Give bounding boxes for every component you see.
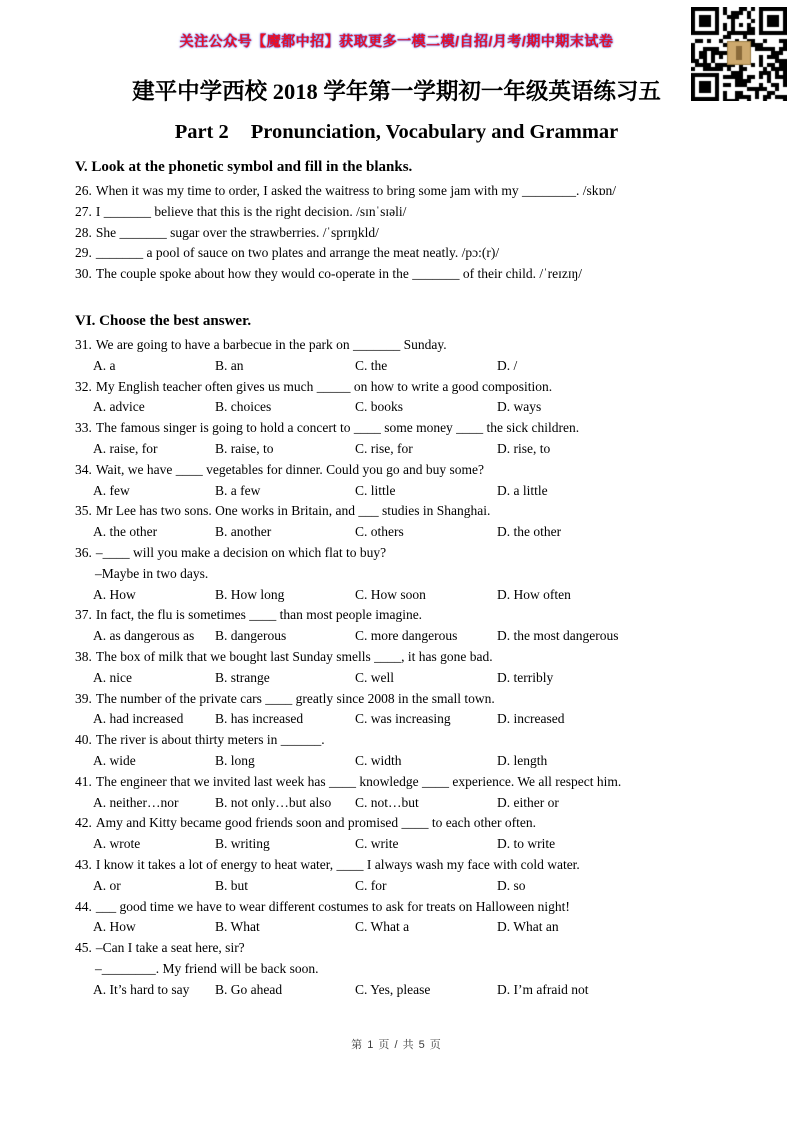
question-text: She _______ sugar over the strawberries. /ˈsprɪŋkld/ bbox=[95, 224, 379, 240]
question-text: _______ a pool of sauce on two plates and arrange the meat neatly. /pɔ:(r)/ bbox=[95, 245, 500, 261]
question-43 bbox=[75, 855, 737, 897]
question-number: 36. bbox=[75, 544, 92, 560]
option-d: D. a little bbox=[497, 482, 548, 498]
question-number: 35. bbox=[75, 503, 92, 519]
options-row bbox=[75, 793, 737, 814]
option-d: D. the other bbox=[497, 524, 562, 540]
question-text: ___ good time we have to wear different costumes to ask for treats on Halloween night! bbox=[95, 898, 570, 914]
question-number: 42. bbox=[75, 815, 92, 831]
question-text: The famous singer is going to hold a concert to ____ some money ____ the sick children. bbox=[95, 420, 580, 436]
option-a: A. How bbox=[93, 919, 136, 935]
question-text: The number of the private cars ____ greatly since 2008 in the small town. bbox=[95, 690, 495, 706]
question-number: 33. bbox=[75, 420, 92, 436]
option-a: A. raise, for bbox=[93, 440, 158, 456]
question-text-line2: –Maybe in two days. bbox=[95, 565, 209, 581]
option-b: B. choices bbox=[215, 399, 272, 415]
option-d: D. to write bbox=[497, 836, 556, 852]
option-a: A. the other bbox=[93, 524, 158, 540]
option-a: A. wide bbox=[93, 752, 136, 768]
option-a: A. neither…nor bbox=[93, 794, 179, 810]
question-text: Wait, we have ____ vegetables for dinner. Could you go and buy some? bbox=[95, 461, 484, 477]
option-b: B. not only…but also bbox=[215, 794, 332, 810]
option-a: A. advice bbox=[93, 399, 145, 415]
question-44 bbox=[75, 897, 737, 939]
question-27 bbox=[75, 202, 737, 223]
part-heading bbox=[0, 121, 793, 144]
option-b: B. dangerous bbox=[215, 628, 287, 644]
options-row bbox=[75, 709, 737, 730]
question-number: 29. bbox=[75, 245, 92, 261]
watermark-banner: 关注公众号【魔都中招】获取更多一模二模/自招/月考/期中期末试卷 bbox=[179, 33, 614, 49]
option-d: D. either or bbox=[497, 794, 559, 810]
question-text: The river is about thirty meters in ______. bbox=[95, 732, 325, 748]
option-b: B. Go ahead bbox=[215, 981, 283, 997]
question-37 bbox=[75, 605, 737, 647]
question-29 bbox=[75, 243, 737, 264]
question-number: 34. bbox=[75, 461, 92, 477]
question-30 bbox=[75, 264, 737, 285]
option-c: C. more dangerous bbox=[355, 628, 458, 644]
question-number: 28. bbox=[75, 224, 92, 240]
question-text: We are going to have a barbecue in the park on _______ Sunday. bbox=[95, 336, 447, 352]
options-row bbox=[75, 397, 737, 418]
option-b: B. How long bbox=[215, 586, 285, 602]
question-number: 45. bbox=[75, 940, 92, 956]
question-45 bbox=[75, 938, 737, 1000]
option-d: D. length bbox=[497, 752, 548, 768]
option-b: B. has increased bbox=[215, 711, 304, 727]
options-row bbox=[75, 980, 737, 1001]
option-a: A. had increased bbox=[93, 711, 184, 727]
option-d: D. / bbox=[497, 357, 518, 373]
part-name: Pronunciation, Vocabulary and Grammar bbox=[250, 121, 619, 143]
question-number: 41. bbox=[75, 773, 92, 789]
options-row bbox=[75, 356, 737, 377]
option-d: D. the most dangerous bbox=[497, 628, 619, 644]
section-vi-heading: VI. Choose the best answer. bbox=[75, 312, 252, 329]
option-c: C. write bbox=[355, 836, 399, 852]
part-label: Part 2 bbox=[174, 121, 229, 143]
option-c: C. What a bbox=[355, 919, 410, 935]
options-row bbox=[75, 522, 737, 543]
option-c: C. for bbox=[355, 877, 387, 893]
option-b: B. long bbox=[215, 752, 255, 768]
page-number: 第 1 页 / 共 5 页 bbox=[351, 1039, 442, 1051]
option-a: A. wrote bbox=[93, 836, 141, 852]
options-row bbox=[75, 439, 737, 460]
question-number: 30. bbox=[75, 266, 92, 282]
option-a: A. How bbox=[93, 586, 136, 602]
question-33 bbox=[75, 418, 737, 460]
option-c: C. not…but bbox=[355, 794, 419, 810]
option-d: D. How often bbox=[497, 586, 571, 602]
question-text: –Can I take a seat here, sir? bbox=[95, 940, 245, 956]
question-35 bbox=[75, 501, 737, 543]
option-c: C. rise, for bbox=[355, 440, 413, 456]
option-d: D. I’m afraid not bbox=[497, 981, 589, 997]
question-text: The engineer that we invited last week has ____ knowledge ____ experience. We all respect him. bbox=[95, 773, 622, 789]
page-title: 建平中学西校 2018 学年第一学期初一年级英语练习五 bbox=[132, 79, 661, 104]
question-number: 26. bbox=[75, 183, 92, 198]
question-text: When it was my time to order, I asked the waitress to bring some jam with my ________. /skɒn/ bbox=[95, 183, 617, 198]
question-number: 27. bbox=[75, 203, 92, 219]
option-d: D. ways bbox=[497, 399, 542, 415]
options-row bbox=[75, 626, 737, 647]
option-d: D. What an bbox=[497, 919, 559, 935]
options-row bbox=[75, 751, 737, 772]
question-32 bbox=[75, 377, 737, 419]
question-text: In fact, the flu is sometimes ____ than most people imagine. bbox=[95, 607, 423, 623]
option-b: B. a few bbox=[215, 482, 261, 498]
option-c: C. the bbox=[355, 357, 388, 373]
option-c: C. well bbox=[355, 669, 394, 685]
question-number: 32. bbox=[75, 378, 92, 394]
option-b: B. writing bbox=[215, 836, 270, 852]
options-row bbox=[75, 668, 737, 689]
question-text: I _______ believe that this is the right decision. /sɪnˈsɪəli/ bbox=[95, 203, 407, 219]
question-34 bbox=[75, 460, 737, 502]
question-26 bbox=[75, 181, 737, 202]
question-40 bbox=[75, 730, 737, 772]
option-c: C. others bbox=[355, 524, 404, 540]
question-text: Mr Lee has two sons. One works in Britain, and ___ studies in Shanghai. bbox=[95, 503, 491, 519]
option-d: D. rise, to bbox=[497, 440, 551, 456]
option-b: B. an bbox=[215, 357, 244, 373]
option-c: C. How soon bbox=[355, 586, 426, 602]
question-number: 39. bbox=[75, 690, 92, 706]
option-b: B. What bbox=[215, 919, 260, 935]
question-28 bbox=[75, 223, 737, 244]
question-38 bbox=[75, 647, 737, 689]
option-c: C. books bbox=[355, 399, 404, 415]
option-a: A. nice bbox=[93, 669, 132, 685]
question-31 bbox=[75, 335, 737, 377]
option-b: B. but bbox=[215, 877, 249, 893]
options-row bbox=[75, 917, 737, 938]
option-a: A. It’s hard to say bbox=[93, 981, 190, 997]
question-number: 40. bbox=[75, 732, 92, 748]
question-text: –____ will you make a decision on which flat to buy? bbox=[95, 544, 387, 560]
question-number: 44. bbox=[75, 898, 92, 914]
question-text: The box of milk that we bought last Sunday smells ____, it has gone bad. bbox=[95, 648, 493, 664]
option-a: A. few bbox=[93, 482, 130, 498]
option-d: D. increased bbox=[497, 711, 565, 727]
question-text: My English teacher often gives us much _____ on how to write a good composition. bbox=[95, 378, 553, 394]
option-c: C. Yes, please bbox=[355, 981, 431, 997]
question-41 bbox=[75, 772, 737, 814]
question-42 bbox=[75, 813, 737, 855]
question-number: 31. bbox=[75, 336, 92, 352]
option-c: C. little bbox=[355, 482, 396, 498]
options-row bbox=[75, 481, 737, 502]
question-text: The couple spoke about how they would co-operate in the _______ of their child. /ˈreɪzɪŋ/ bbox=[95, 266, 583, 282]
options-row bbox=[75, 585, 737, 606]
option-a: A. or bbox=[93, 877, 121, 893]
option-b: B. another bbox=[215, 524, 272, 540]
options-row bbox=[75, 876, 737, 897]
question-text-line2: –________. My friend will be back soon. bbox=[95, 960, 319, 976]
options-row bbox=[75, 834, 737, 855]
option-a: A. a bbox=[93, 357, 116, 373]
question-text: I know it takes a lot of energy to heat water, ____ I always wash my face with cold water. bbox=[95, 856, 580, 872]
option-b: B. strange bbox=[215, 669, 270, 685]
question-number: 38. bbox=[75, 648, 92, 664]
option-a: A. as dangerous as bbox=[93, 628, 195, 644]
question-36 bbox=[75, 543, 737, 605]
option-c: C. width bbox=[355, 752, 402, 768]
content-area bbox=[75, 156, 737, 1000]
question-number: 37. bbox=[75, 607, 92, 623]
question-text: Amy and Kitty became good friends soon and promised ____ to each other often. bbox=[95, 815, 537, 831]
question-39 bbox=[75, 689, 737, 731]
question-number: 43. bbox=[75, 856, 92, 872]
option-d: D. so bbox=[497, 877, 526, 893]
option-c: C. was increasing bbox=[355, 711, 451, 727]
section-v-heading: V. Look at the phonetic symbol and fill in the blanks. bbox=[75, 159, 413, 175]
option-d: D. terribly bbox=[497, 669, 554, 685]
option-b: B. raise, to bbox=[215, 440, 274, 456]
